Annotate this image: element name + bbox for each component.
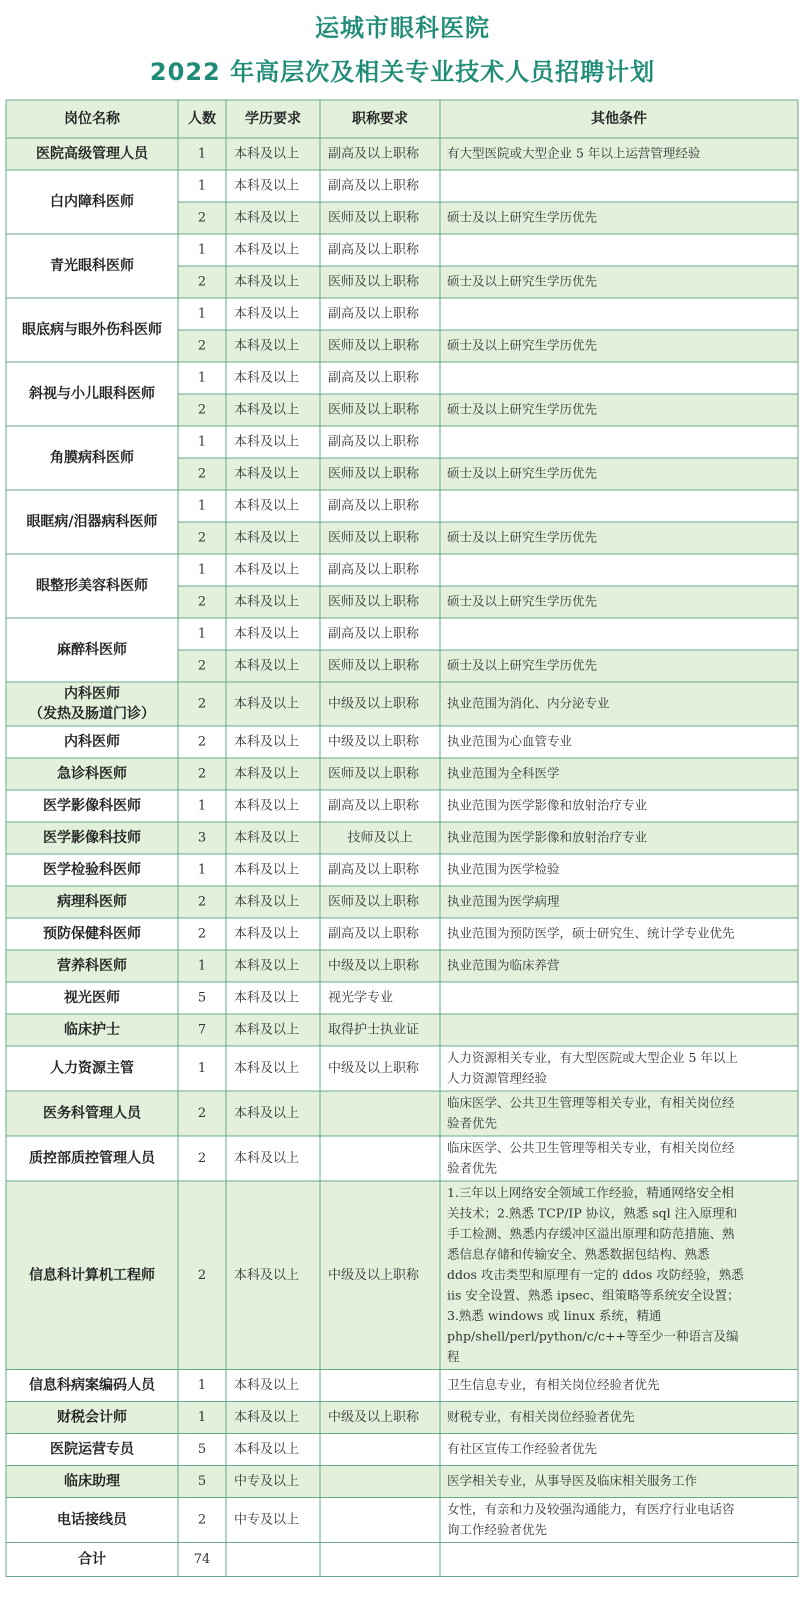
education-req: 本科及以上 [234,798,300,814]
education-req: 本科及以上 [234,306,300,322]
headcount: 5 [197,1474,207,1489]
headcount: 2 [197,894,207,910]
title-req: 副高及以上职称 [328,146,420,162]
education-req: 本科及以上 [234,658,300,674]
headcount: 2 [197,402,207,418]
title-req: 副高及以上职称 [328,562,420,578]
headcount: 2 [197,658,207,674]
other-condition: 临床医学、公共卫生管理等相关专业，有相关岗位经 [447,1094,735,1110]
position-name: 内科医师 [64,734,120,750]
headcount: 1 [197,146,207,162]
position-name: 信息科计算机工程师 [29,1267,155,1284]
title-req: 医师及以上职称 [328,466,420,482]
other-condition: 有大型医院或大型企业 5 年以上运营管理经验 [447,145,701,161]
headcount: 1 [197,1410,207,1425]
education-req: 本科及以上 [234,466,300,482]
position-name: 斜视与小儿眼科医师 [29,386,155,402]
position-name: 临床助理 [64,1473,120,1490]
position-name: 眼整形美容科医师 [36,578,148,594]
title-req: 中级及以上职称 [328,1410,420,1425]
education-req: 本科及以上 [234,734,300,750]
other-condition: 硕士及以上研究生学历优先 [447,273,598,289]
headcount: 1 [197,1061,207,1076]
other-condition: 硕士及以上研究生学历优先 [447,401,598,417]
education-req: 中专及以上 [234,1512,300,1528]
column-header: 学历要求 [245,111,301,127]
headcount: 1 [197,798,207,814]
education-req: 本科及以上 [234,242,300,258]
headcount: 1 [197,434,207,450]
education-req: 本科及以上 [234,530,300,546]
position-name: 眼眶病/泪器病科医师 [26,514,158,530]
other-condition: 执业范围为全科医学 [447,765,560,781]
position-name: 内科医师 [64,686,120,702]
other-condition: 硕士及以上研究生学历优先 [447,593,598,609]
title-req: 医师及以上职称 [328,766,420,782]
title-req: 医师及以上职称 [328,338,420,354]
hospital-title: 运城市眼科医院 [315,14,490,42]
position-name: 急诊科医师 [57,766,127,782]
education-req: 本科及以上 [234,1378,300,1393]
title-req: 副高及以上职称 [328,626,420,642]
headcount: 5 [197,1442,207,1457]
education-req: 本科及以上 [234,626,300,642]
headcount: 1 [197,498,207,514]
headcount: 1 [197,1378,207,1393]
position-name: 角膜病科医师 [50,450,134,466]
other-condition: 关技术；2.熟悉 TCP/IP 协议，熟悉 sql 注入原理和 [447,1205,738,1221]
education-req: 本科及以上 [234,862,300,878]
column-header: 人数 [188,111,216,127]
title-req: 副高及以上职称 [328,498,420,514]
headcount: 1 [197,178,207,194]
title-req: 医师及以上职称 [328,210,420,226]
position-name: 信息科病案编码人员 [29,1377,155,1394]
position-name: 白内障科医师 [50,194,134,210]
column-header: 职称要求 [352,111,408,127]
headcount: 5 [197,990,207,1006]
headcount: 1 [197,242,207,258]
other-condition: 医学相关专业，从事导医及临床相关服务工作 [447,1473,698,1488]
other-condition: 有社区宣传工作经验者优先 [447,1441,598,1456]
position-name: 人力资源主管 [50,1060,134,1077]
education-req: 本科及以上 [234,696,300,712]
headcount: 2 [197,1267,207,1283]
title-req: 副高及以上职称 [328,926,420,942]
plan-title: 2022 年高层次及相关专业技术人员招聘计划 [149,58,656,86]
title-req: 副高及以上职称 [328,862,420,878]
other-condition: 人力资源相关专业，有大型医院或大型企业 5 年以上 [447,1049,738,1065]
title-req: 中级及以上职称 [328,1267,420,1283]
education-req: 本科及以上 [234,926,300,942]
title-req: 中级及以上职称 [328,734,420,750]
education-req: 本科及以上 [234,178,300,194]
other-condition: 程 [447,1348,460,1364]
headcount: 2 [197,1151,207,1166]
other-condition: 硕士及以上研究生学历优先 [447,209,598,225]
other-condition: 人力资源管理经验 [447,1070,548,1086]
other-condition: 执业范围为医学检验 [447,861,560,877]
position-name: 眼底病与眼外伤科医师 [22,322,162,338]
title-req: 医师及以上职称 [328,594,420,610]
education-req: 本科及以上 [234,402,300,418]
title-req: 医师及以上职称 [328,894,420,910]
headcount: 7 [197,1022,207,1038]
education-req: 本科及以上 [234,1061,300,1076]
title-req: 中级及以上职称 [328,696,420,712]
education-req: 本科及以上 [234,338,300,354]
position-name: 财税会计师 [57,1409,127,1426]
education-req: 本科及以上 [234,146,300,162]
position-name: 质控部质控管理人员 [29,1150,155,1167]
headcount: 2 [197,766,207,782]
position-name: 麻醉科医师 [57,642,127,658]
headcount: 2 [197,274,207,290]
title-req: 副高及以上职称 [328,370,420,386]
position-name: 临床护士 [64,1022,120,1038]
other-condition: 硕士及以上研究生学历优先 [447,337,598,353]
other-condition: 执业范围为心血管专业 [447,733,573,749]
other-condition: 手工检测、熟悉内存缓冲区溢出原理和防范措施、熟 [447,1225,735,1241]
total-label: 合计 [78,1551,106,1568]
other-condition: 执业范围为医学影像和放射治疗专业 [447,829,648,845]
other-condition: 验者优先 [447,1160,498,1176]
title-req: 医师及以上职称 [328,274,420,290]
other-condition: 执业范围为临床养营 [447,957,560,973]
title-req: 副高及以上职称 [328,242,420,258]
education-req: 本科及以上 [234,894,300,910]
headcount: 1 [197,958,207,974]
education-req: 本科及以上 [234,210,300,226]
education-req: 本科及以上 [234,830,300,846]
other-condition: 悉信息存储和传输安全、熟悉数据包结构、熟悉 [447,1246,710,1262]
title-req: 中级及以上职称 [328,958,420,974]
other-condition: php/shell/perl/python/c/c++等至少一种语言及编 [447,1328,739,1344]
education-req: 本科及以上 [234,766,300,782]
education-req: 本科及以上 [234,370,300,386]
row-band [6,982,798,1014]
headcount: 1 [197,370,207,386]
position-name: 病理科医师 [57,894,127,910]
other-condition: 硕士及以上研究生学历优先 [447,465,598,481]
title-req: 视光学专业 [328,990,394,1006]
education-req: 本科及以上 [234,1022,300,1038]
education-req: 本科及以上 [234,594,300,610]
position-name: 预防保健科医师 [43,926,141,942]
title-req: 副高及以上职称 [328,306,420,322]
position-name: 医学影像科技师 [43,830,141,846]
education-req: 本科及以上 [234,434,300,450]
education-req: 本科及以上 [234,1106,300,1121]
column-header: 岗位名称 [64,111,120,127]
title-req: 副高及以上职称 [328,434,420,450]
other-condition: 硕士及以上研究生学历优先 [447,657,598,673]
position-name: 医院运营专员 [50,1441,134,1458]
other-condition: 临床医学、公共卫生管理等相关专业，有相关岗位经 [447,1139,735,1155]
education-req: 本科及以上 [234,958,300,974]
education-req: 本科及以上 [234,274,300,290]
headcount: 2 [197,530,207,546]
headcount: 3 [197,830,207,846]
headcount: 2 [197,734,207,750]
other-condition: 执业范围为医学病理 [447,893,560,909]
headcount: 2 [197,1106,207,1121]
title-req: 副高及以上职称 [328,178,420,194]
other-condition: 财税专业，有相关岗位经验者优先 [447,1409,635,1424]
education-req: 本科及以上 [234,1151,300,1166]
position-name: 医学影像科医师 [43,798,141,814]
other-condition: 硕士及以上研究生学历优先 [447,529,598,545]
headcount: 2 [197,696,207,712]
headcount: 2 [197,926,207,942]
headcount: 2 [197,594,207,610]
education-req: 本科及以上 [234,562,300,578]
other-condition: 3.熟悉 windows 或 linux 系统，精通 [447,1307,662,1323]
education-req: 本科及以上 [234,498,300,514]
position-name: 电话接线员 [57,1512,127,1528]
title-req: 医师及以上职称 [328,658,420,674]
title-req: 医师及以上职称 [328,402,420,418]
headcount: 2 [197,210,207,226]
headcount: 2 [197,338,207,354]
other-condition: ddos 攻击类型和原理有一定的 ddos 攻防经验，熟悉 [447,1266,744,1282]
headcount: 2 [197,1512,207,1528]
other-condition: iis 安全设置、熟悉 ipsec、组策略等系统安全设置； [447,1287,740,1303]
education-req: 本科及以上 [234,1442,300,1457]
headcount: 1 [197,562,207,578]
other-condition: 女性，有亲和力及较强沟通能力，有医疗行业电话咨 [447,1501,735,1517]
headcount: 1 [197,306,207,322]
other-condition: 验者优先 [447,1115,498,1131]
other-condition: 卫生信息专业，有相关岗位经验者优先 [447,1377,660,1392]
title-req: 取得护士执业证 [328,1022,420,1038]
title-req: 技师及以上 [347,830,413,846]
position-name: 青光眼科医师 [50,258,134,274]
title-req: 中级及以上职称 [328,1061,420,1076]
other-condition: 执业范围为消化、内分泌专业 [447,695,610,711]
other-condition: 1.三年以上网络安全领域工作经验，精通网络安全相 [447,1184,734,1200]
position-name: 营养科医师 [57,958,127,974]
education-req: 本科及以上 [234,1267,300,1283]
position-name: 视光医师 [64,990,120,1006]
column-header: 其他条件 [591,111,647,127]
headcount: 1 [197,626,207,642]
other-condition: 执业范围为预防医学，硕士研究生、统计学专业优先 [447,925,735,941]
position-name-note: （发热及肠道门诊） [29,706,155,722]
position-name: 医院高级管理人员 [36,146,148,162]
position-name: 医学检验科医师 [43,862,141,878]
other-condition: 执业范围为医学影像和放射治疗专业 [447,797,648,813]
education-req: 中专及以上 [234,1474,300,1489]
headcount: 1 [197,862,207,878]
other-condition: 询工作经验者优先 [447,1521,548,1537]
title-req: 医师及以上职称 [328,530,420,546]
title-req: 副高及以上职称 [328,798,420,814]
total-count: 74 [193,1552,211,1567]
education-req: 本科及以上 [234,1410,300,1425]
headcount: 2 [197,466,207,482]
position-name: 医务科管理人员 [43,1105,141,1122]
education-req: 本科及以上 [234,990,300,1006]
